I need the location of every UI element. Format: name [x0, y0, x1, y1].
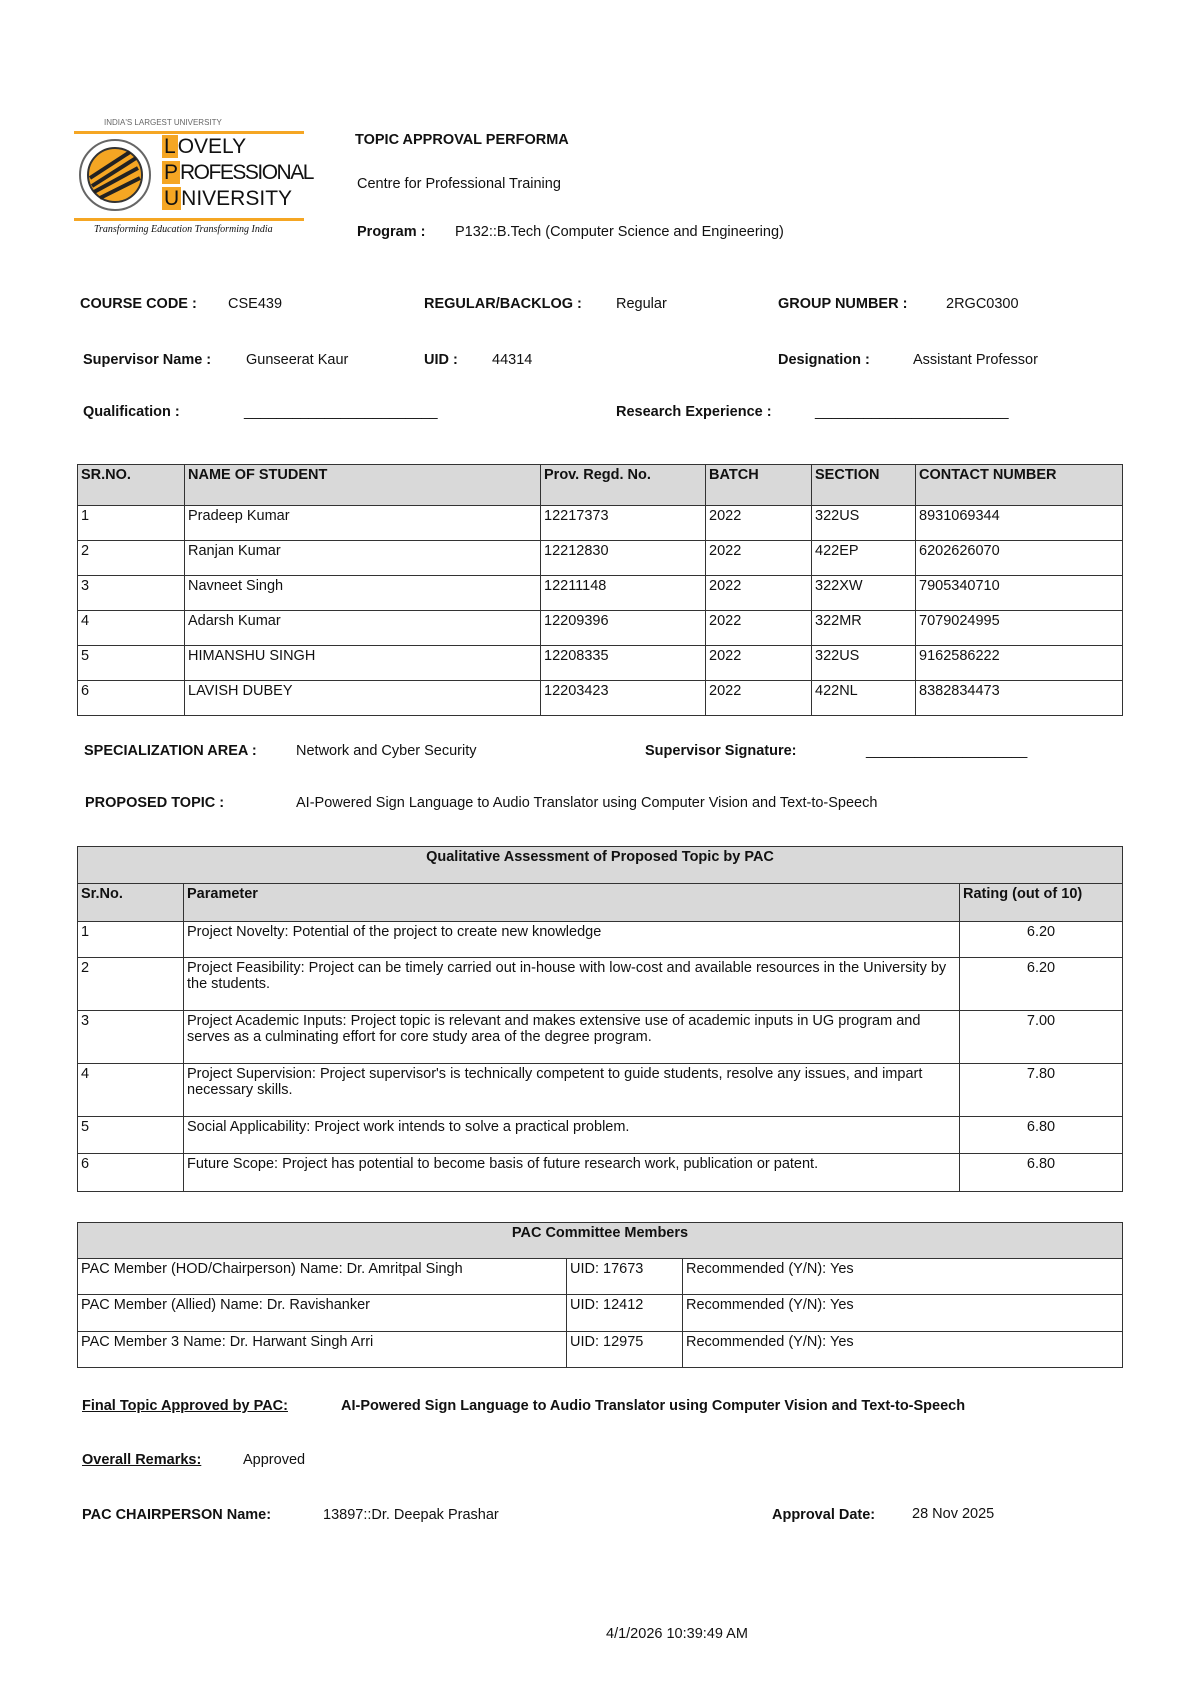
table-cell: 12212830 [541, 541, 706, 576]
header-cell: Prov. Regd. No. [541, 465, 706, 506]
table-cell: 3 [78, 576, 185, 611]
table-cell: 6.80 [960, 1117, 1123, 1154]
logo-word: OVELY [177, 135, 247, 158]
table-row [78, 1295, 1123, 1332]
table-row [78, 1259, 1123, 1295]
header-cell: Sr.No. [78, 884, 184, 922]
table-cell: Future Scope: Project has potential to become basis of future research work, publication or patent. [184, 1154, 960, 1192]
table-cell: 6.20 [960, 958, 1123, 1011]
table-cell: 6 [78, 1154, 184, 1192]
table-cell: 322MR [812, 611, 916, 646]
pac-chairperson-label: PAC CHAIRPERSON Name: [82, 1507, 272, 1523]
table-row [78, 506, 1123, 541]
logo-word: NIVERSITY [181, 187, 293, 210]
table-cell: 6.80 [960, 1154, 1123, 1192]
table-cell: 2022 [706, 646, 812, 681]
table-cell: 7079024995 [916, 611, 1123, 646]
table-cell: 1 [78, 922, 184, 958]
course-code-label: COURSE CODE : [80, 296, 197, 312]
centre-name: Centre for Professional Training [357, 176, 561, 192]
table-row [78, 1117, 1123, 1154]
table-cell: Ranjan Kumar [185, 541, 541, 576]
table-cell: HIMANSHU SINGH [185, 646, 541, 681]
table-cell: Social Applicability: Project work intends to solve a practical problem. [184, 1117, 960, 1154]
table-cell: 7.00 [960, 1011, 1123, 1064]
table-cell: Project Supervision: Project supervisor's is technically competent to guide students, resolve any issues, and impart necessary skills. [184, 1064, 960, 1117]
student-table [77, 464, 1123, 716]
table-row [78, 576, 1123, 611]
document-title: TOPIC APPROVAL PERFORMA [355, 132, 569, 148]
group-number-value: 2RGC0300 [946, 296, 1019, 312]
table-row [78, 646, 1123, 681]
table-row [78, 922, 1123, 958]
logo-motto: Transforming Education Transforming India [94, 224, 273, 235]
final-topic-value: AI-Powered Sign Language to Audio Translator using Computer Vision and Text-to-Speech [341, 1398, 966, 1414]
table-cell: Project Academic Inputs: Project topic is relevant and makes extensive use of academic inputs in UG program and serves as a culminating effort for core study area of the degree program. [184, 1011, 960, 1064]
table-cell: 322US [812, 646, 916, 681]
table-cell: PAC Member (Allied) Name: Dr. Ravishanker [78, 1295, 567, 1332]
research-experience-label: Research Experience : [616, 404, 772, 420]
table-cell: 2 [78, 958, 184, 1011]
table-row [78, 611, 1123, 646]
program-value: P132::B.Tech (Computer Science and Engineering) [455, 224, 784, 240]
header-cell: SECTION [812, 465, 916, 506]
regular-backlog-label: REGULAR/BACKLOG : [424, 296, 582, 312]
table-cell: PAC Member (HOD/Chairperson) Name: Dr. Amritpal Singh [78, 1259, 567, 1295]
supervisor-value: Gunseerat Kaur [246, 352, 349, 368]
table-cell: Recommended (Y/N): Yes [683, 1332, 1123, 1368]
table-row [78, 1154, 1123, 1192]
table-cell: 2022 [706, 541, 812, 576]
table-row [78, 958, 1123, 1011]
designation-value: Assistant Professor [913, 352, 1038, 368]
table-cell: 1 [78, 506, 185, 541]
pac-committee-table [77, 1222, 1123, 1368]
table-cell: Recommended (Y/N): Yes [683, 1259, 1123, 1295]
assessment-title: Qualitative Assessment of Proposed Topic by PAC [78, 847, 1123, 884]
table-cell: 4 [78, 611, 185, 646]
header-cell: SR.NO. [78, 465, 185, 506]
table-cell: 4 [78, 1064, 184, 1117]
table-cell: UID: 12412 [567, 1295, 683, 1332]
table-cell: 5 [78, 1117, 184, 1154]
specialization-value: Network and Cyber Security [296, 743, 477, 759]
header-cell: Parameter [184, 884, 960, 922]
table-cell: 12203423 [541, 681, 706, 716]
header-cell: NAME OF STUDENT [185, 465, 541, 506]
uid-label: UID : [424, 352, 458, 368]
table-cell: 6.20 [960, 922, 1123, 958]
supervisor-label: Supervisor Name : [83, 352, 212, 368]
table-row [78, 681, 1123, 716]
qualification-label: Qualification : [83, 404, 180, 420]
table-cell: 422EP [812, 541, 916, 576]
group-number-label: GROUP NUMBER : [778, 296, 908, 312]
table-cell: 8931069344 [916, 506, 1123, 541]
table-cell: 322XW [812, 576, 916, 611]
table-cell: 2022 [706, 506, 812, 541]
pac-chairperson-value: 13897::Dr. Deepak Prashar [323, 1507, 499, 1523]
table-cell: UID: 17673 [567, 1259, 683, 1295]
table-cell: LAVISH DUBEY [185, 681, 541, 716]
table-cell: 2022 [706, 576, 812, 611]
designation-label: Designation : [778, 352, 870, 368]
table-cell: 12217373 [541, 506, 706, 541]
header-cell: CONTACT NUMBER [916, 465, 1123, 506]
table-cell: 2 [78, 541, 185, 576]
regular-backlog-value: Regular [616, 296, 667, 312]
qualification-value: ________________________ [244, 404, 438, 420]
supervisor-signature-label: Supervisor Signature: [645, 743, 797, 759]
logo-letter: P [164, 161, 179, 184]
table-cell: 2022 [706, 681, 812, 716]
table-row [78, 1011, 1123, 1064]
table-row [78, 541, 1123, 576]
specialization-label: SPECIALIZATION AREA : [84, 743, 257, 759]
table-cell: Project Novelty: Potential of the project to create new knowledge [184, 922, 960, 958]
logo-letter: L [164, 135, 176, 158]
lpu-logo [74, 118, 313, 245]
table-cell: 322US [812, 506, 916, 541]
assessment-table [77, 846, 1123, 1192]
supervisor-signature-line: ____________________ [866, 743, 1028, 759]
table-cell: 7.80 [960, 1064, 1123, 1117]
student-table-header [78, 465, 1123, 506]
logo-letter: U [164, 187, 180, 210]
table-cell: Adarsh Kumar [185, 611, 541, 646]
table-cell: Navneet Singh [185, 576, 541, 611]
program-label: Program : [357, 224, 426, 240]
research-experience-value: ________________________ [815, 404, 1009, 420]
table-cell: 5 [78, 646, 185, 681]
table-cell: 2022 [706, 611, 812, 646]
table-cell: 7905340710 [916, 576, 1123, 611]
header-cell: Rating (out of 10) [960, 884, 1123, 922]
table-cell: 9162586222 [916, 646, 1123, 681]
table-cell: 12211148 [541, 576, 706, 611]
table-cell: UID: 12975 [567, 1332, 683, 1368]
proposed-topic-value: AI-Powered Sign Language to Audio Translator using Computer Vision and Text-to-Speech [296, 795, 878, 811]
table-cell: 12208335 [541, 646, 706, 681]
table-cell: Pradeep Kumar [185, 506, 541, 541]
table-cell: 3 [78, 1011, 184, 1064]
overall-remarks-label: Overall Remarks: [82, 1452, 202, 1468]
table-cell: PAC Member 3 Name: Dr. Harwant Singh Arri [78, 1332, 567, 1368]
course-code-value: CSE439 [228, 296, 283, 312]
table-cell: Project Feasibility: Project can be timely carried out in-house with low-cost and available resources in the University by the students. [184, 958, 960, 1011]
footer-timestamp: 4/1/2026 10:39:49 AM [606, 1626, 748, 1642]
table-cell: 422NL [812, 681, 916, 716]
table-row [78, 1064, 1123, 1117]
logo-word: ROFESSIONAL [180, 161, 313, 184]
proposed-topic-label: PROPOSED TOPIC : [85, 795, 225, 811]
approval-date-label: Approval Date: [772, 1507, 876, 1523]
pac-title: PAC Committee Members [78, 1223, 1123, 1259]
final-topic-label: Final Topic Approved by PAC: [82, 1398, 288, 1414]
uid-value: 44314 [492, 352, 533, 368]
header-cell: BATCH [706, 465, 812, 506]
logo-emblem-icon [78, 138, 152, 212]
table-cell: Recommended (Y/N): Yes [683, 1295, 1123, 1332]
table-cell: 6 [78, 681, 185, 716]
overall-remarks-value: Approved [243, 1452, 306, 1468]
table-cell: 12209396 [541, 611, 706, 646]
table-cell: 6202626070 [916, 541, 1123, 576]
approval-date-value: 28 Nov 2025 [912, 1506, 995, 1522]
logo-tagline-top: INDIA'S LARGEST UNIVERSITY [104, 118, 222, 127]
table-cell: 8382834473 [916, 681, 1123, 716]
table-row [78, 1332, 1123, 1368]
